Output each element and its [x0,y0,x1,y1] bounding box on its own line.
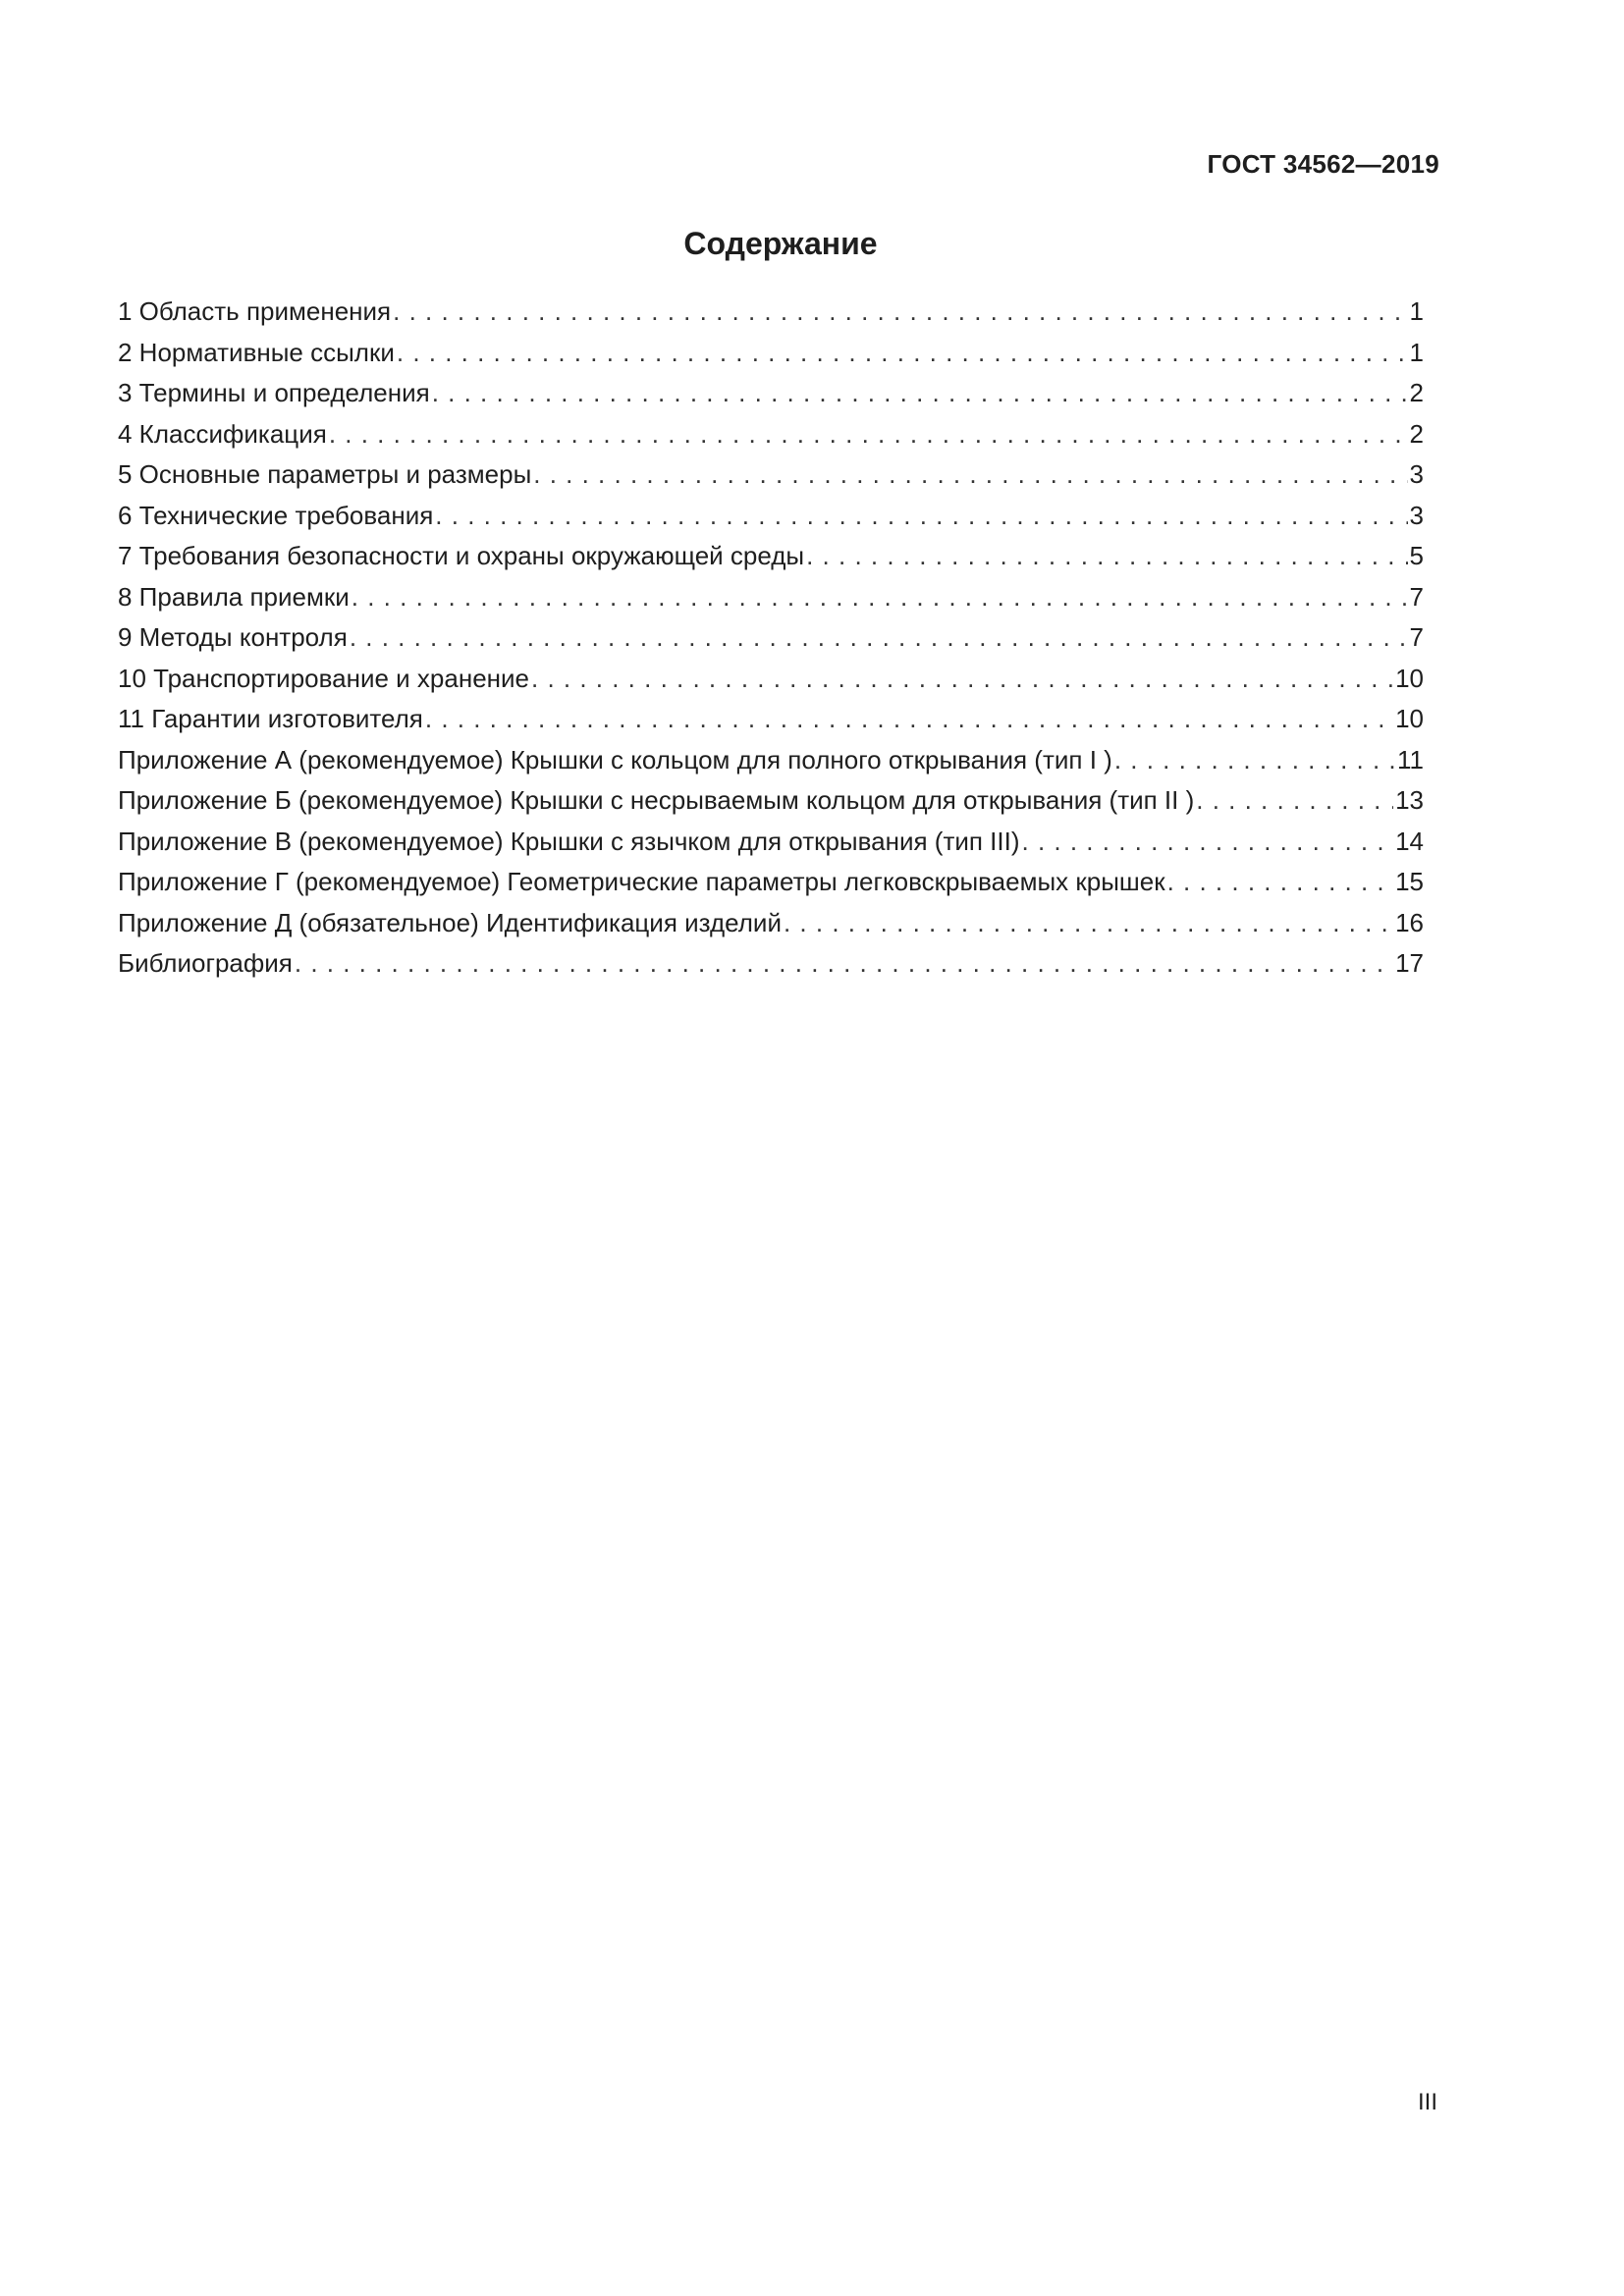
page-number: III [1417,2089,1437,2115]
toc-entry-page: 1 [1409,296,1424,326]
toc-entry-label: 10 Транспортирование и хранение [118,663,529,693]
toc-entry[interactable] [118,296,1424,338]
toc-entry-page: 1 [1409,337,1424,367]
toc-entry-label: Библиография [118,948,293,978]
toc-leader-dots [435,501,1407,531]
toc-entry[interactable] [118,622,1424,664]
toc-entry-label: Приложение А (рекомендуемое) Крышки с кольцом для полного открывания (тип I ) [118,744,1112,774]
toc-entry-page: 14 [1395,826,1424,856]
toc-entry[interactable] [118,338,1424,379]
toc-leader-dots [425,704,1393,734]
toc-leader-dots [531,664,1393,694]
toc-leader-dots [1114,745,1395,775]
toc-entry[interactable] [118,908,1424,949]
toc-entry-page: 3 [1409,459,1424,489]
toc-entry-label: 8 Правила приемки [118,581,350,612]
toc-leader-dots [1022,827,1394,857]
toc-entry-page: 7 [1409,622,1424,652]
toc-entry-page: 2 [1409,418,1424,449]
toc-entry-label: 11 Гарантии изготовителя [118,704,423,733]
toc-leader-dots [432,378,1408,408]
toc-entry-page: 13 [1395,785,1424,815]
toc-entry-label: 7 Требования безопасности и охраны окружающей среды [118,541,805,570]
toc-entry-label: 9 Методы контроля [118,622,348,652]
toc-entry-label: Приложение Г (рекомендуемое) Геометрические параметры легковскрываемых крышек [118,867,1165,896]
toc-leader-dots [397,338,1408,368]
toc-entry-page: 3 [1409,500,1424,530]
toc-leader-dots [1167,867,1393,897]
toc-entry-label: 1 Область применения [118,296,392,326]
toc-entry-page: 7 [1409,581,1424,612]
document-code: ГОСТ 34562—2019 [1207,149,1439,179]
toc-entry[interactable] [118,704,1424,745]
toc-leader-dots [352,582,1408,613]
toc-entry-page: 16 [1395,907,1424,937]
toc-leader-dots [533,459,1407,490]
toc-leader-dots [393,296,1407,327]
toc-entry[interactable] [118,541,1424,582]
toc-entry-page: 10 [1395,704,1424,733]
toc-leader-dots [350,622,1408,653]
toc-title: Содержание [683,226,878,261]
toc-entry-label: 5 Основные параметры и размеры [118,459,532,489]
toc-entry[interactable] [118,827,1424,868]
toc-entry-page: 2 [1409,378,1424,407]
toc-entry[interactable] [118,419,1424,460]
toc-entry-label: 3 Термины и определения [118,378,430,407]
toc-leader-dots [784,908,1393,938]
toc-entry-label: Приложение Д (обязательное) Идентификация изделий [118,907,782,937]
toc-entry-label: 4 Классификация [118,418,327,449]
toc-entry[interactable] [118,867,1424,908]
toc-entry-page: 17 [1395,948,1424,978]
toc-entry-page: 10 [1395,663,1424,693]
toc-entry-page: 15 [1395,867,1424,896]
toc-entry[interactable] [118,664,1424,705]
toc-leader-dots [295,948,1393,979]
toc-leader-dots [806,541,1407,571]
toc-entry-label: Приложение Б (рекомендуемое) Крышки с несрываемым кольцом для открывания (тип II ) [118,785,1195,815]
toc-entry[interactable] [118,582,1424,623]
toc-entry[interactable] [118,948,1424,989]
toc-entry[interactable] [118,378,1424,419]
toc-entry-label: 6 Технические требования [118,500,434,530]
toc-entry[interactable] [118,745,1424,786]
table-of-contents [118,296,1424,989]
toc-entry-page: 5 [1409,541,1424,570]
toc-entry-label: Приложение В (рекомендуемое) Крышки с язычком для открывания (тип III) [118,826,1020,856]
toc-entry[interactable] [118,459,1424,501]
toc-entry-page: 11 [1397,744,1424,774]
toc-entry-label: 2 Нормативные ссылки [118,337,395,367]
toc-entry[interactable] [118,785,1424,827]
toc-leader-dots [1196,785,1393,816]
toc-leader-dots [329,419,1408,450]
toc-entry[interactable] [118,501,1424,542]
